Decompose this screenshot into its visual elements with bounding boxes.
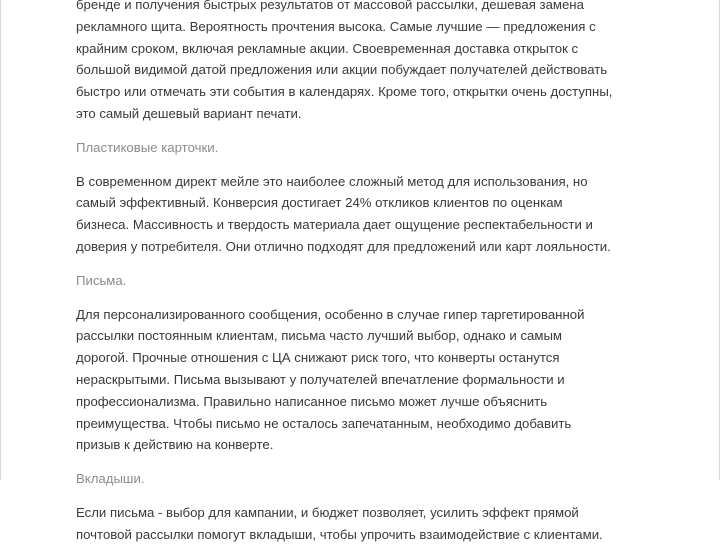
paragraph-inserts: [76, 502, 636, 546]
section-heading-letters: Письма.: [76, 272, 127, 288]
section-heading-plastic-cards: Пластиковые карточки.: [76, 139, 219, 155]
text-line: быстро или отмечать эти события в календарях. Кроме того, открытки очень доступны,: [76, 84, 613, 100]
text-line: Если письма - выбор для кампании, и бюджет позволяет, усилить эффект прямой: [76, 504, 579, 520]
section-heading-inserts: Вкладыши.: [76, 471, 145, 487]
text-line: это самый дешевый вариант печати.: [76, 105, 302, 121]
text-line: нераскрытыми. Письма вызывают у получателей впечатление формальности и: [76, 371, 565, 387]
text-line: бизнеса. Массивность и твердость материала дает ощущение респектабельности и: [76, 217, 593, 233]
text-line: рекламного щита. Вероятность прочтения высока. Самые лучшие — предложения с: [76, 18, 596, 34]
text-line: бренде и получения быстрых результатов от массовой рассылки, дешевая замена: [76, 0, 584, 12]
text-line: крайним сроком, включая рекламные акции. Своевременная доставка открыток с: [76, 40, 579, 56]
text-line: дорогой. Прочные отношения с ЦА снижают риск того, что конверты останутся: [76, 350, 560, 366]
text-line: призыв к действию на конверте.: [76, 437, 274, 453]
text-line: самый эффективный. Конверсия достигает 24% откликов клиентов по оценкам: [76, 195, 563, 211]
text-line: рассылки постоянным клиентам, письма часто лучший выбор, однако и самым: [76, 328, 562, 344]
text-line: большой видимой датой предложения или акции побуждает получателей действовать: [76, 62, 608, 78]
paragraph-postcards: [76, 0, 636, 125]
text-line: В современном директ мейле это наиболее сложный метод для использования, но: [76, 173, 588, 189]
paragraph-plastic-cards: [76, 171, 636, 258]
text-line: преимущества. Чтобы письмо не осталось запечатанным, необходимо добавить: [76, 415, 572, 431]
document-body: [76, 0, 636, 546]
text-line: профессионализма. Правильно написанное письмо может лучше объяснить: [76, 393, 548, 409]
text-line: почтовой рассылки помогут вкладыши, чтобы упрочить взаимодействие с клиентами.: [76, 526, 603, 542]
paragraph-letters: [76, 304, 636, 457]
text-line: доверия у потребителя. Они отлично подходят для предложений или карт лояльности.: [76, 238, 611, 254]
text-line: Для персонализированного сообщения, особенно в случае гипер таргетированной: [76, 306, 585, 322]
